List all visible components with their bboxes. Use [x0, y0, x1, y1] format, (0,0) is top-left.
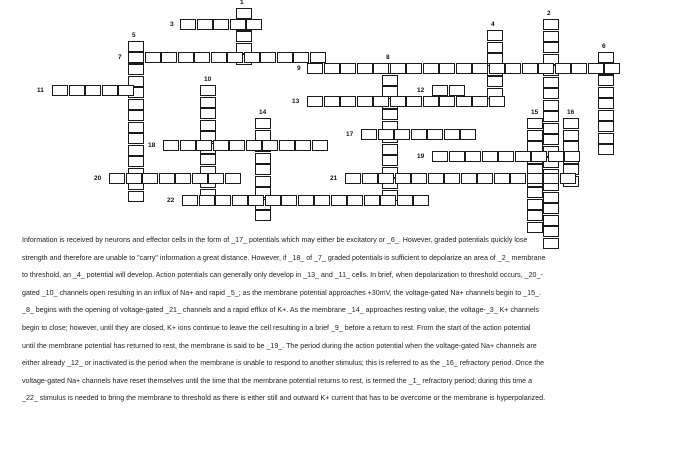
crossword-cell[interactable] [128, 122, 144, 133]
crossword-cell[interactable] [439, 63, 455, 74]
crossword-cell[interactable] [230, 19, 246, 30]
crossword-cell[interactable] [255, 153, 271, 164]
crossword-cell[interactable] [118, 85, 134, 96]
crossword-cell[interactable] [543, 134, 559, 145]
crossword-cell[interactable] [199, 195, 215, 206]
crossword-cell[interactable] [432, 85, 448, 96]
crossword-cell[interactable] [175, 173, 191, 184]
crossword-cell[interactable] [489, 63, 505, 74]
crossword-cell[interactable] [406, 96, 422, 107]
crossword-cell[interactable] [439, 96, 455, 107]
clue-number-14: 14 [259, 109, 267, 116]
crossword-cell[interactable] [227, 52, 243, 63]
crossword-cell[interactable] [411, 129, 427, 140]
crossword-cell[interactable] [394, 129, 410, 140]
crossword-cell[interactable] [423, 96, 439, 107]
crossword-cell[interactable] [527, 199, 543, 210]
crossword-cell[interactable] [598, 87, 614, 98]
crossword-cell[interactable] [482, 151, 498, 162]
clue-number-5: 5 [132, 32, 136, 39]
clue-number-18: 18 [148, 142, 156, 149]
crossword-cell[interactable] [494, 173, 510, 184]
crossword-cell[interactable] [588, 63, 604, 74]
crossword-cell[interactable] [180, 140, 196, 151]
crossword-cell[interactable] [505, 63, 521, 74]
crossword-cell[interactable] [571, 63, 587, 74]
crossword-cell[interactable] [357, 96, 373, 107]
clue-number-8: 8 [386, 54, 390, 61]
crossword-cell[interactable] [279, 140, 295, 151]
crossword-cell[interactable] [213, 140, 229, 151]
clue-passage [22, 232, 682, 408]
crossword-cell[interactable] [489, 96, 505, 107]
crossword-cell[interactable] [200, 85, 216, 96]
crossword-cell[interactable] [208, 173, 224, 184]
crossword-cell[interactable] [340, 63, 356, 74]
passage-line: gated _10_ channels open resulting in an influx of Na+ and rapid _5_; as the membrane potential approaches +30mV, the voltage-gated Na+ channels begin to _15_. [22, 288, 541, 297]
crossword-cell[interactable] [182, 195, 198, 206]
crossword-cell[interactable] [192, 173, 208, 184]
crossword-cell[interactable] [380, 195, 396, 206]
crossword-cell[interactable] [527, 130, 543, 141]
crossword-cell[interactable] [331, 195, 347, 206]
crossword-cell[interactable] [225, 173, 241, 184]
crossword-cell[interactable] [598, 75, 614, 86]
crossword-cell[interactable] [232, 195, 248, 206]
crossword-cell[interactable] [298, 195, 314, 206]
crossword-cell[interactable] [85, 85, 101, 96]
crossword-cell[interactable] [312, 140, 328, 151]
clue-number-15: 15 [531, 109, 539, 116]
crossword-cell[interactable] [538, 63, 554, 74]
crossword-cell[interactable] [444, 173, 460, 184]
crossword-cell[interactable] [378, 173, 394, 184]
crossword-cell[interactable] [145, 52, 161, 63]
crossword-cell[interactable] [373, 63, 389, 74]
crossword-cell[interactable] [543, 77, 559, 88]
crossword-cell[interactable] [128, 41, 144, 52]
crossword-cell[interactable] [178, 52, 194, 63]
crossword-cell[interactable] [395, 173, 411, 184]
crossword-cell[interactable] [200, 120, 216, 131]
crossword-cell[interactable] [248, 195, 264, 206]
crossword-cell[interactable] [543, 215, 559, 226]
crossword-cell[interactable] [382, 144, 398, 155]
clue-number-4: 4 [491, 21, 495, 28]
clue-number-22: 22 [167, 197, 175, 204]
crossword-cell[interactable] [543, 123, 559, 134]
clue-number-7: 7 [118, 54, 122, 61]
crossword-cell[interactable] [246, 19, 262, 30]
crossword-cell[interactable] [406, 63, 422, 74]
crossword-cell[interactable] [527, 173, 543, 184]
crossword-cell[interactable] [543, 88, 559, 99]
crossword-cell[interactable] [255, 164, 271, 175]
crossword-cell[interactable] [180, 19, 196, 30]
crossword-cell[interactable] [128, 99, 144, 110]
crossword-cell[interactable] [307, 63, 323, 74]
crossword-cell[interactable] [543, 203, 559, 214]
crossword-cell[interactable] [397, 195, 413, 206]
crossword-cell[interactable] [340, 96, 356, 107]
crossword-cell[interactable] [543, 192, 559, 203]
crossword-cell[interactable] [314, 195, 330, 206]
crossword-cell[interactable] [428, 173, 444, 184]
crossword-cell[interactable] [427, 129, 443, 140]
crossword-cell[interactable] [423, 63, 439, 74]
crossword-cell[interactable] [390, 96, 406, 107]
crossword-cell[interactable] [543, 173, 559, 184]
crossword-cell[interactable] [564, 151, 580, 162]
crossword-cell[interactable] [229, 140, 245, 151]
crossword-cell[interactable] [598, 98, 614, 109]
crossword-cell[interactable] [472, 63, 488, 74]
crossword-cell[interactable] [255, 176, 271, 187]
crossword-cell[interactable] [200, 154, 216, 165]
crossword-cell[interactable] [362, 173, 378, 184]
crossword-cell[interactable] [382, 75, 398, 86]
crossword-cell[interactable] [522, 63, 538, 74]
crossword-cell[interactable] [449, 85, 465, 96]
crossword-cell[interactable] [465, 151, 481, 162]
crossword-cell[interactable] [128, 156, 144, 167]
crossword-cell[interactable] [604, 63, 620, 74]
crossword-cell[interactable] [236, 8, 252, 19]
crossword-cell[interactable] [411, 173, 427, 184]
crossword-cell[interactable] [197, 19, 213, 30]
crossword-cell[interactable] [543, 100, 559, 111]
crossword-cell[interactable] [543, 42, 559, 53]
crossword-cell[interactable] [128, 52, 144, 63]
clue-number-21: 21 [330, 175, 338, 182]
crossword-cell[interactable] [361, 129, 377, 140]
passage-line: strength and therefore are unable to "carry" information a great distance. However, if _18_ of _7_ graded potentials is sufficient to depolarize an area of _2_ membrane [22, 253, 546, 262]
crossword-cell[interactable] [382, 109, 398, 120]
crossword-cell[interactable] [598, 52, 614, 63]
crossword-cell[interactable] [543, 31, 559, 42]
crossword-cell[interactable] [527, 187, 543, 198]
crossword-cell[interactable] [543, 111, 559, 122]
passage-line: Information is received by neurons and effector cells in the form of _17_ potentials which may either be excitatory or _6_. However, graded potentials quickly lose [22, 236, 528, 244]
crossword-cell[interactable] [449, 151, 465, 162]
crossword-cell[interactable] [109, 173, 125, 184]
crossword-cell[interactable] [563, 118, 579, 129]
crossword-cell[interactable] [255, 210, 271, 221]
crossword-cell[interactable] [265, 195, 281, 206]
crossword-cell[interactable] [598, 121, 614, 132]
crossword-cell[interactable] [163, 140, 179, 151]
crossword-cell[interactable] [196, 140, 212, 151]
crossword-cell[interactable] [461, 173, 477, 184]
passage-line: _22_ stimulus is needed to bring the membrane to threshold as there is either still and outward K+ current that has to be overcome or the membrane is hyperpolarized. [22, 394, 546, 403]
crossword-cell[interactable] [456, 63, 472, 74]
crossword-cell[interactable] [487, 42, 503, 53]
crossword-cell[interactable] [543, 19, 559, 30]
clue-number-3: 3 [170, 21, 174, 28]
crossword-cell[interactable] [390, 63, 406, 74]
clue-number-1: 1 [240, 0, 244, 6]
crossword-cell[interactable] [598, 110, 614, 121]
crossword-cell[interactable] [432, 151, 448, 162]
crossword-cell[interactable] [456, 96, 472, 107]
crossword-cell[interactable] [244, 52, 260, 63]
crossword-cell[interactable] [293, 52, 309, 63]
crossword-cell[interactable] [324, 63, 340, 74]
clue-number-16: 16 [567, 109, 575, 116]
crossword-cell[interactable] [373, 96, 389, 107]
clue-number-20: 20 [94, 175, 102, 182]
crossword-cell[interactable] [128, 191, 144, 202]
crossword-cell[interactable] [310, 52, 326, 63]
crossword-cell[interactable] [52, 85, 68, 96]
crossword-cell[interactable] [69, 85, 85, 96]
crossword-cell[interactable] [128, 110, 144, 121]
crossword-cell[interactable] [200, 108, 216, 119]
crossword-cell[interactable] [128, 133, 144, 144]
crossword-cell[interactable] [510, 173, 526, 184]
crossword-cell[interactable] [128, 64, 144, 75]
clue-number-2: 2 [547, 10, 551, 17]
crossword-cell[interactable] [215, 195, 231, 206]
crossword-cell[interactable] [563, 130, 579, 141]
crossword-cell[interactable] [159, 173, 175, 184]
crossword-cell[interactable] [560, 173, 576, 184]
crossword-cell[interactable] [347, 195, 363, 206]
crossword-cell[interactable] [472, 96, 488, 107]
clue-number-17: 17 [346, 131, 354, 138]
crossword-cell[interactable] [102, 85, 118, 96]
passage-line: either already _12_ or inactivated is the period when the membrane is unable to respond to another stimulus; this is referred to as the _16_ refractory period. Once the [22, 359, 545, 368]
crossword-cell[interactable] [477, 173, 493, 184]
crossword-cell[interactable] [128, 145, 144, 156]
crossword-cell[interactable] [324, 96, 340, 107]
crossword-cell[interactable] [161, 52, 177, 63]
clue-number-12: 12 [417, 87, 425, 94]
clue-number-13: 13 [292, 98, 300, 105]
crossword-cell[interactable] [357, 63, 373, 74]
crossword-cell[interactable] [487, 30, 503, 41]
crossword-cell[interactable] [444, 129, 460, 140]
passage-line: until the membrane potential has returned to rest, the membrane is said to be _19_. The period during the action potential when the voltage-gated Na+ channels are [22, 341, 537, 350]
crossword-cell[interactable] [200, 97, 216, 108]
crossword-cell[interactable] [487, 76, 503, 87]
crossword-cell[interactable] [255, 130, 271, 141]
crossword-cell[interactable] [598, 144, 614, 155]
crossword-cell[interactable] [281, 195, 297, 206]
crossword-cell[interactable] [382, 155, 398, 166]
passage-line: to threshold, an _4_ potential will develop. Action potentials can generally only develop in _13_ and _11_ cells. In brief, when depolarization to threshold occurs, _20_- [22, 271, 543, 280]
crossword-cell[interactable] [260, 52, 276, 63]
clue-number-19: 19 [417, 153, 425, 160]
passage-line: voltage-gated Na+ channels have reset themselves until the time that the membrane potential returns to rest, is termed the _1_ refractory period; during this time a [22, 376, 533, 385]
crossword-cell[interactable] [213, 19, 229, 30]
crossword-cell[interactable] [460, 129, 476, 140]
crossword-cell[interactable] [527, 222, 543, 233]
crossword-cell[interactable] [515, 151, 531, 162]
crossword-cell[interactable] [246, 140, 262, 151]
crossword-cell[interactable] [413, 195, 429, 206]
crossword-cell[interactable] [498, 151, 514, 162]
crossword-cell[interactable] [531, 151, 547, 162]
crossword-cell[interactable] [598, 133, 614, 144]
crossword-cell[interactable] [211, 52, 227, 63]
clue-number-10: 10 [204, 76, 212, 83]
crossword-cell[interactable] [527, 118, 543, 129]
crossword-cell[interactable] [295, 140, 311, 151]
crossword-cell[interactable] [126, 173, 142, 184]
crossword-cell[interactable] [364, 195, 380, 206]
crossword-cell[interactable] [236, 31, 252, 42]
clue-number-6: 6 [602, 43, 606, 50]
clue-number-11: 11 [37, 87, 44, 94]
crossword-cell[interactable] [555, 63, 571, 74]
clue-number-9: 9 [297, 65, 301, 72]
crossword-cell[interactable] [345, 173, 361, 184]
crossword-cell[interactable] [277, 52, 293, 63]
crossword-cell[interactable] [255, 118, 271, 129]
crossword-cell[interactable] [548, 151, 564, 162]
crossword-cell[interactable] [378, 129, 394, 140]
passage-line: _8_ begins with the opening of voltage-gated _21_ channels and a rapid efflux of K+. As the membrane _14_ approaches resting value, the voltage-_3_ K+ channels [22, 306, 539, 315]
crossword-cell[interactable] [527, 210, 543, 221]
passage-line: begin to close; however, until they are closed, K+ ions continue to leave the cell resulting in a brief _9_ before a return to rest. From the start of the action potential [22, 323, 531, 332]
crossword-cell[interactable] [194, 52, 210, 63]
crossword-cell[interactable] [307, 96, 323, 107]
crossword-cell[interactable] [262, 140, 278, 151]
crossword-cell[interactable] [142, 173, 158, 184]
